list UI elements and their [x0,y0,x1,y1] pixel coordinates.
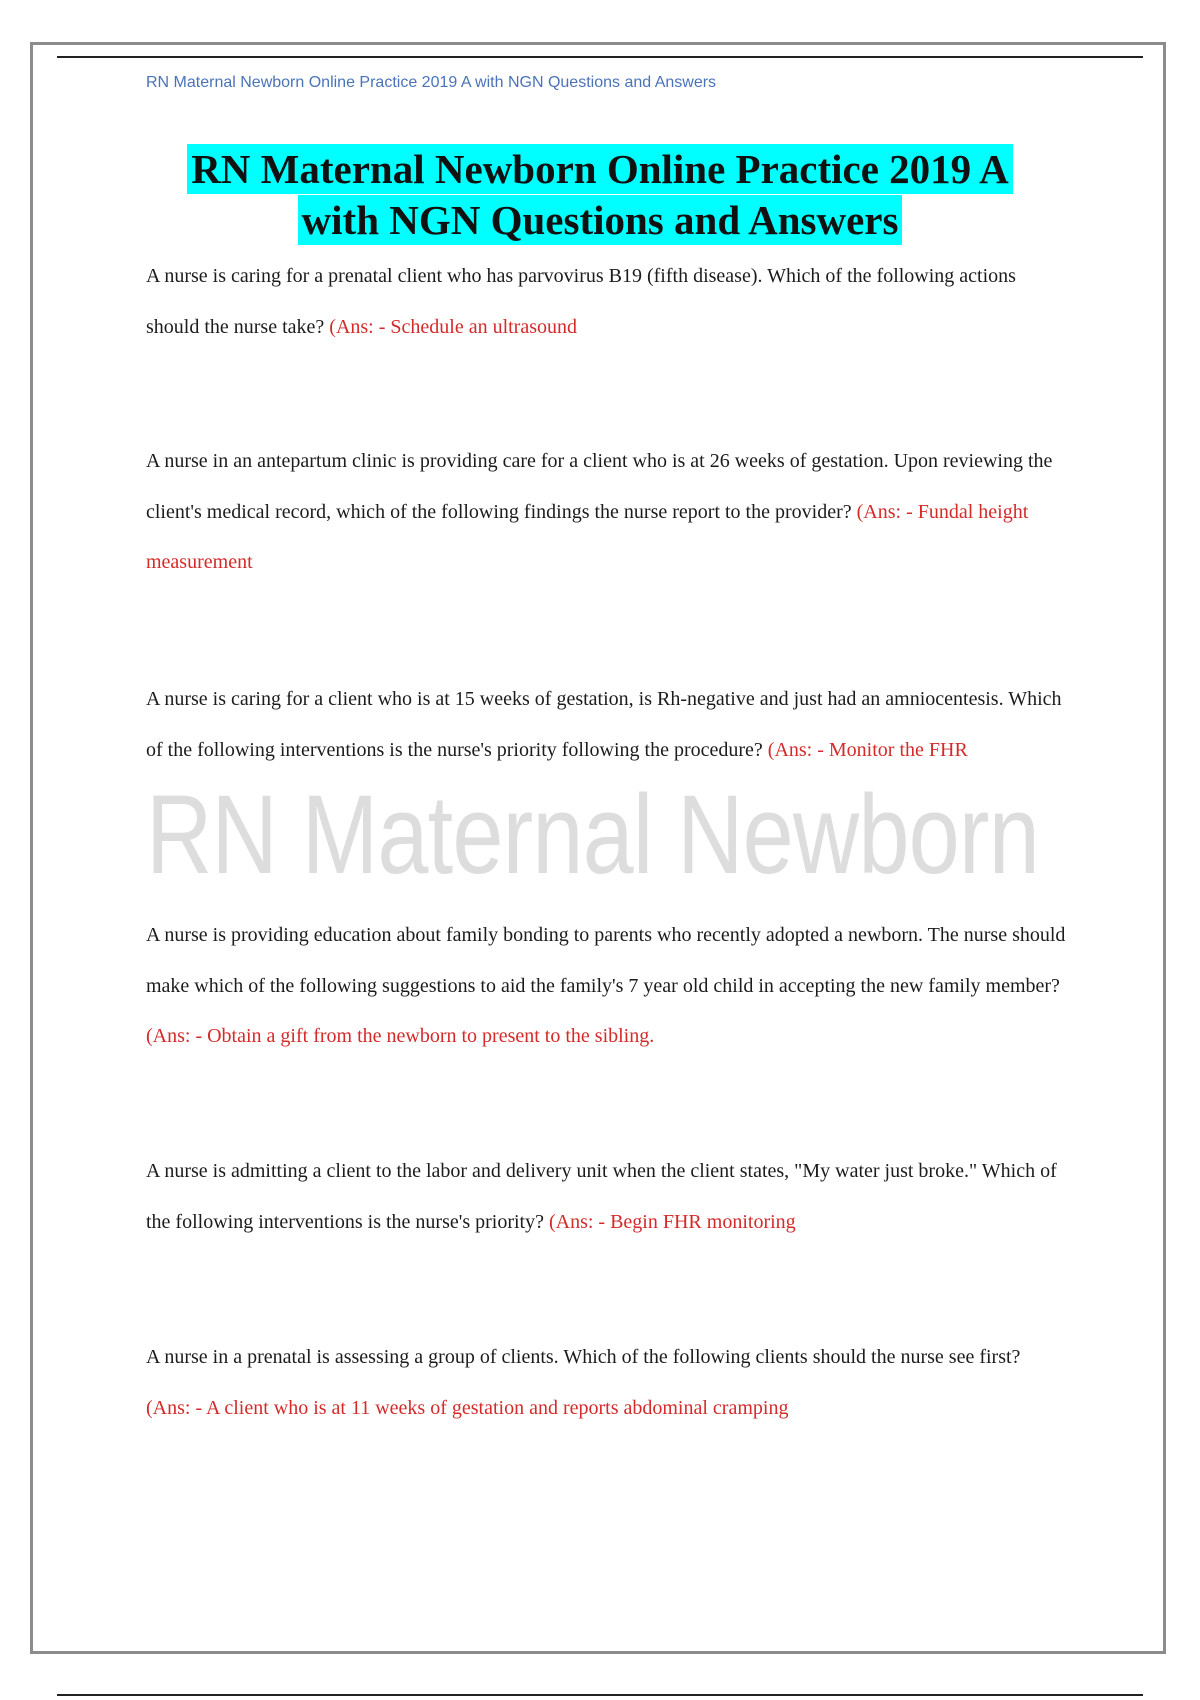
answer-text: (Ans: - Monitor the FHR [767,738,968,761]
title-line-1: RN Maternal Newborn Online Practice 2019 A [187,144,1013,194]
question-text: A nurse is providing education about family bonding to parents who recently adopted a newborn. The nurse should make which of the following suggestions to aid the family's 7 year old child in accepting the new family member? [146,924,1066,997]
answer-text: (Ans: - A client who is at 11 weeks of gestation and reports abdominal cramping [146,1396,789,1419]
header-rule [57,56,1143,58]
question-text: A nurse is admitting a client to the labor and delivery unit when the client states, "My water just broke." Which of the following interventions is the nurse's priority? [146,1160,1057,1233]
question-block [146,674,1066,775]
question-block [146,436,1066,588]
question-block [146,251,1066,352]
watermark: RN Maternal Newborn [146,772,1039,897]
question-text: A nurse in an antepartum clinic is providing care for a client who is at 26 weeks of gestation. Upon reviewing the client's medical record, which of the following findings the nurse report to the provider? [146,450,1053,523]
question-block [146,1332,1066,1433]
title-line-2: with NGN Questions and Answers [298,195,903,245]
question-text: A nurse in a prenatal is assessing a group of clients. Which of the following clients should the nurse see first? [146,1346,1021,1368]
question-text: A nurse is caring for a client who is at 15 weeks of gestation, is Rh-negative and just had an amniocentesis. Which of the following interventions is the nurse's priority following the procedure? [146,688,1062,761]
answer-text: (Ans: - Fundal height measurement [146,500,1029,573]
answer-text: (Ans: - Schedule an ultrasound [329,315,578,338]
question-block [146,1146,1066,1247]
answer-text: (Ans: - Begin FHR monitoring [548,1210,796,1233]
answer-text: (Ans: - Obtain a gift from the newborn to present to the sibling. [146,1025,655,1047]
page-title [60,144,1140,246]
running-header: RN Maternal Newborn Online Practice 2019 A with NGN Questions and Answers [146,74,717,91]
question-text: A nurse is caring for a prenatal client who has parvovirus B19 (fifth disease). Which of the following actions should the nurse take? [146,265,1016,338]
question-block [146,910,1066,1062]
footer-rule [57,1694,1143,1696]
